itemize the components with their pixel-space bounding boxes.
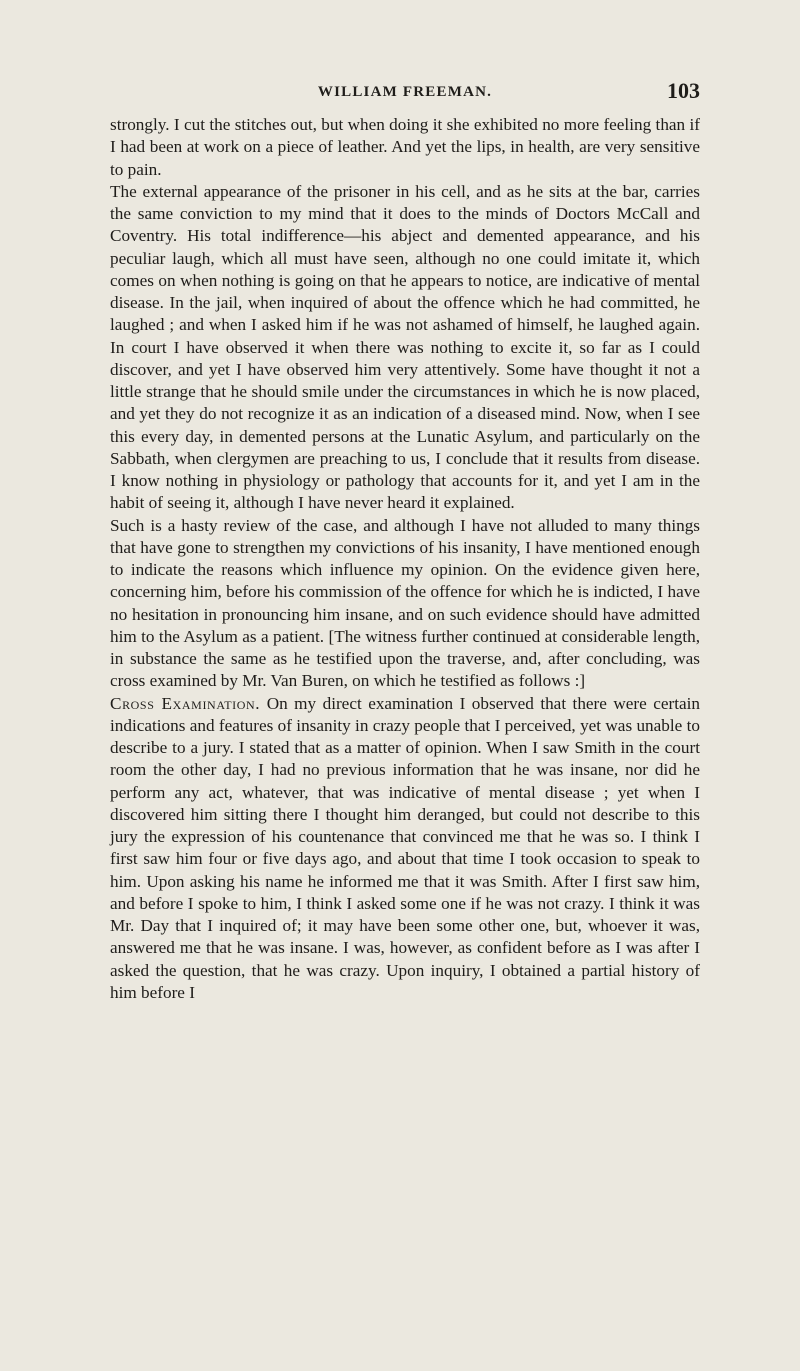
paragraph-cross-examination (110, 693, 700, 1005)
running-title: WILLIAM FREEMAN. (317, 84, 493, 100)
body-text (110, 114, 700, 1004)
paragraph-hasty-review: Such is a hasty review of the case, and although I have not alluded to many things that have gone to strengthen my convictions of his insanity, I have mentioned enough to indicate the reasons which influence my opinion. On the evidence given here, concerning him, before his commission of the offence for which he is indicted, I have no hesitation in pronouncing him insane, and on such evidence should have admitted him to the Asylum as a patient. [The witness further continued at considerable length, in substance the same as he testified upon the traverse, and, after concluding, was cross examined by Mr. Van Buren, on which he testified as follows :] (110, 515, 700, 691)
paragraph-external-appearance: The external appearance of the prisoner in his cell, and as he sits at the bar, carries the same conviction to my mind that it does to the minds of Doctors McCall and Coventry. His total indifference—his abject and demented appearance, and his peculiar laugh, which all must have seen, although no one could imitate it, which comes on when nothing is going on that he appears to notice, are indicative of mental disease. In the jail, when inquired of about the offence which he had committed, he laughed ; and when I asked him if he was not ashamed of himself, he laughed again. In court I have observed it when there was nothing to excite it, so far as I could discover, and yet I have observed him very attentively. Some have thought it not a little strange that he should smile under the circumstances in which he is now placed, and yet they do not recognize it as an indication of a diseased mind. Now, when I see this every day, in demented persons at the Lunatic Asylum, and particularly on the Sabbath, when clergymen are preaching to us, I conclude that it results from disease. I know nothing in physiology or pathology that accounts for it, and yet I am in the habit of seeing it, although I have never heard it explained. (110, 181, 700, 513)
running-head (110, 78, 700, 108)
paragraph-continuation: strongly. I cut the stitches out, but when doing it she exhibited no more feeling than if I had been at work on a piece of leather. And yet the lips, in health, are very sensitive to pain. (110, 115, 700, 179)
cross-examination-heading: Cross Examination. (110, 693, 261, 713)
cross-examination-text: On my direct examination I observed that there were certain indications and features of insanity in crazy people that I perceived, yet was unable to describe to a jury. I stated that as a matter of opinion. When I saw Smith in the court room the other day, I had no previous information that he was insane, nor did he perform any act, whatever, that was indicative of mental disease ; yet when I discovered him sitting there I thought him deranged, but could not describe to this jury the expression of his countenance that convinced me that he was so. I think I first saw him four or five days ago, and about that time I took occasion to speak to him. Upon asking his name he informed me that it was Smith. After I first saw him, and before I spoke to him, I think I asked some one if he was not crazy. I think it was Mr. Day that I inquired of; it may have been some other one, but, whoever it was, answered me that he was insane. I was, however, as confident before as I was after I asked the question, that he was crazy. Upon inquiry, I obtained a partial history of him before I (110, 693, 700, 1002)
page-number: 103 (667, 78, 700, 103)
